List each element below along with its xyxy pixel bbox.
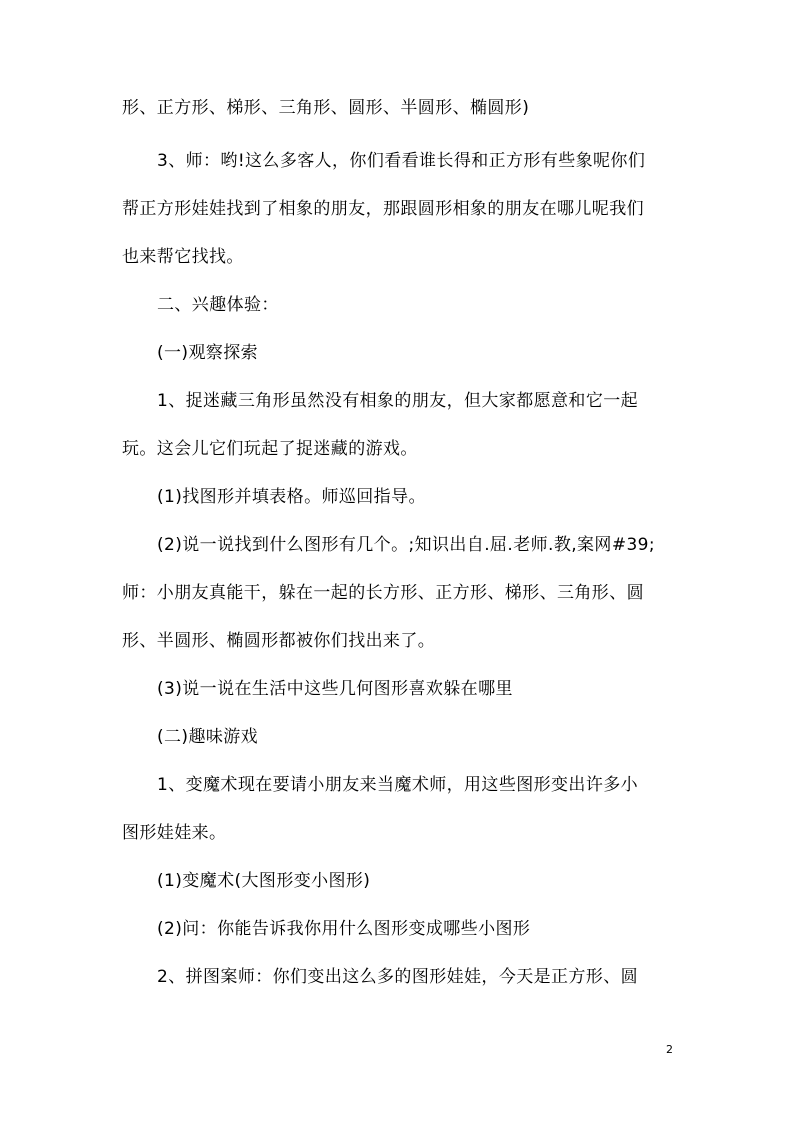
text-line-19: 2、拼图案师：你们变出这么多的图形娃娃，今天是正方形、圆 xyxy=(157,967,639,987)
page-number: 2 xyxy=(666,1043,673,1056)
section-heading: 二、兴趣体验： xyxy=(157,295,279,315)
subsection-heading: (二)趣味游戏 xyxy=(157,727,259,747)
text-line-8: 玩。这会儿它们玩起了捉迷藏的游戏。 xyxy=(122,439,418,459)
text-line-15: 1、变魔术现在要请小朋友来当魔术师，用这些图形变出许多小 xyxy=(157,775,639,795)
text-line-4: 也来帮它找找。 xyxy=(122,247,244,267)
text-line-3: 帮正方形娃娃找到了相象的朋友，那跟圆形相象的朋友在哪儿呢我们 xyxy=(122,199,644,219)
text-line-11: 师：小朋友真能干，躲在一起的长方形、正方形、梯形、三角形、圆 xyxy=(122,583,644,603)
text-line-12: 形、半圆形、椭圆形都被你们找出来了。 xyxy=(122,631,436,651)
text-line-9: (1)找图形并填表格。师巡回指导。 xyxy=(157,487,426,507)
subsection-heading: (一)观察探索 xyxy=(157,343,259,363)
text-line-17: (1)变魔术(大图形变小图形) xyxy=(157,871,371,891)
text-line-18: (2)问：你能告诉我你用什么图形变成哪些小图形 xyxy=(157,919,531,939)
text-line-16: 图形娃娃来。 xyxy=(122,823,227,843)
text-line-1: 形、正方形、梯形、三角形、圆形、半圆形、椭圆形) xyxy=(122,98,530,118)
text-line-10: (2)说一说找到什么图形有几个。;知识出自.屈.老师.教,案网#39; xyxy=(157,535,656,555)
text-line-7: 1、捉迷藏三角形虽然没有相象的朋友，但大家都愿意和它一起 xyxy=(157,391,639,411)
text-line-13: (3)说一说在生活中这些几何图形喜欢躲在哪里 xyxy=(157,679,513,699)
text-line-2: 3、师：哟!这么多客人，你们看看谁长得和正方形有些象呢你们 xyxy=(157,151,646,171)
